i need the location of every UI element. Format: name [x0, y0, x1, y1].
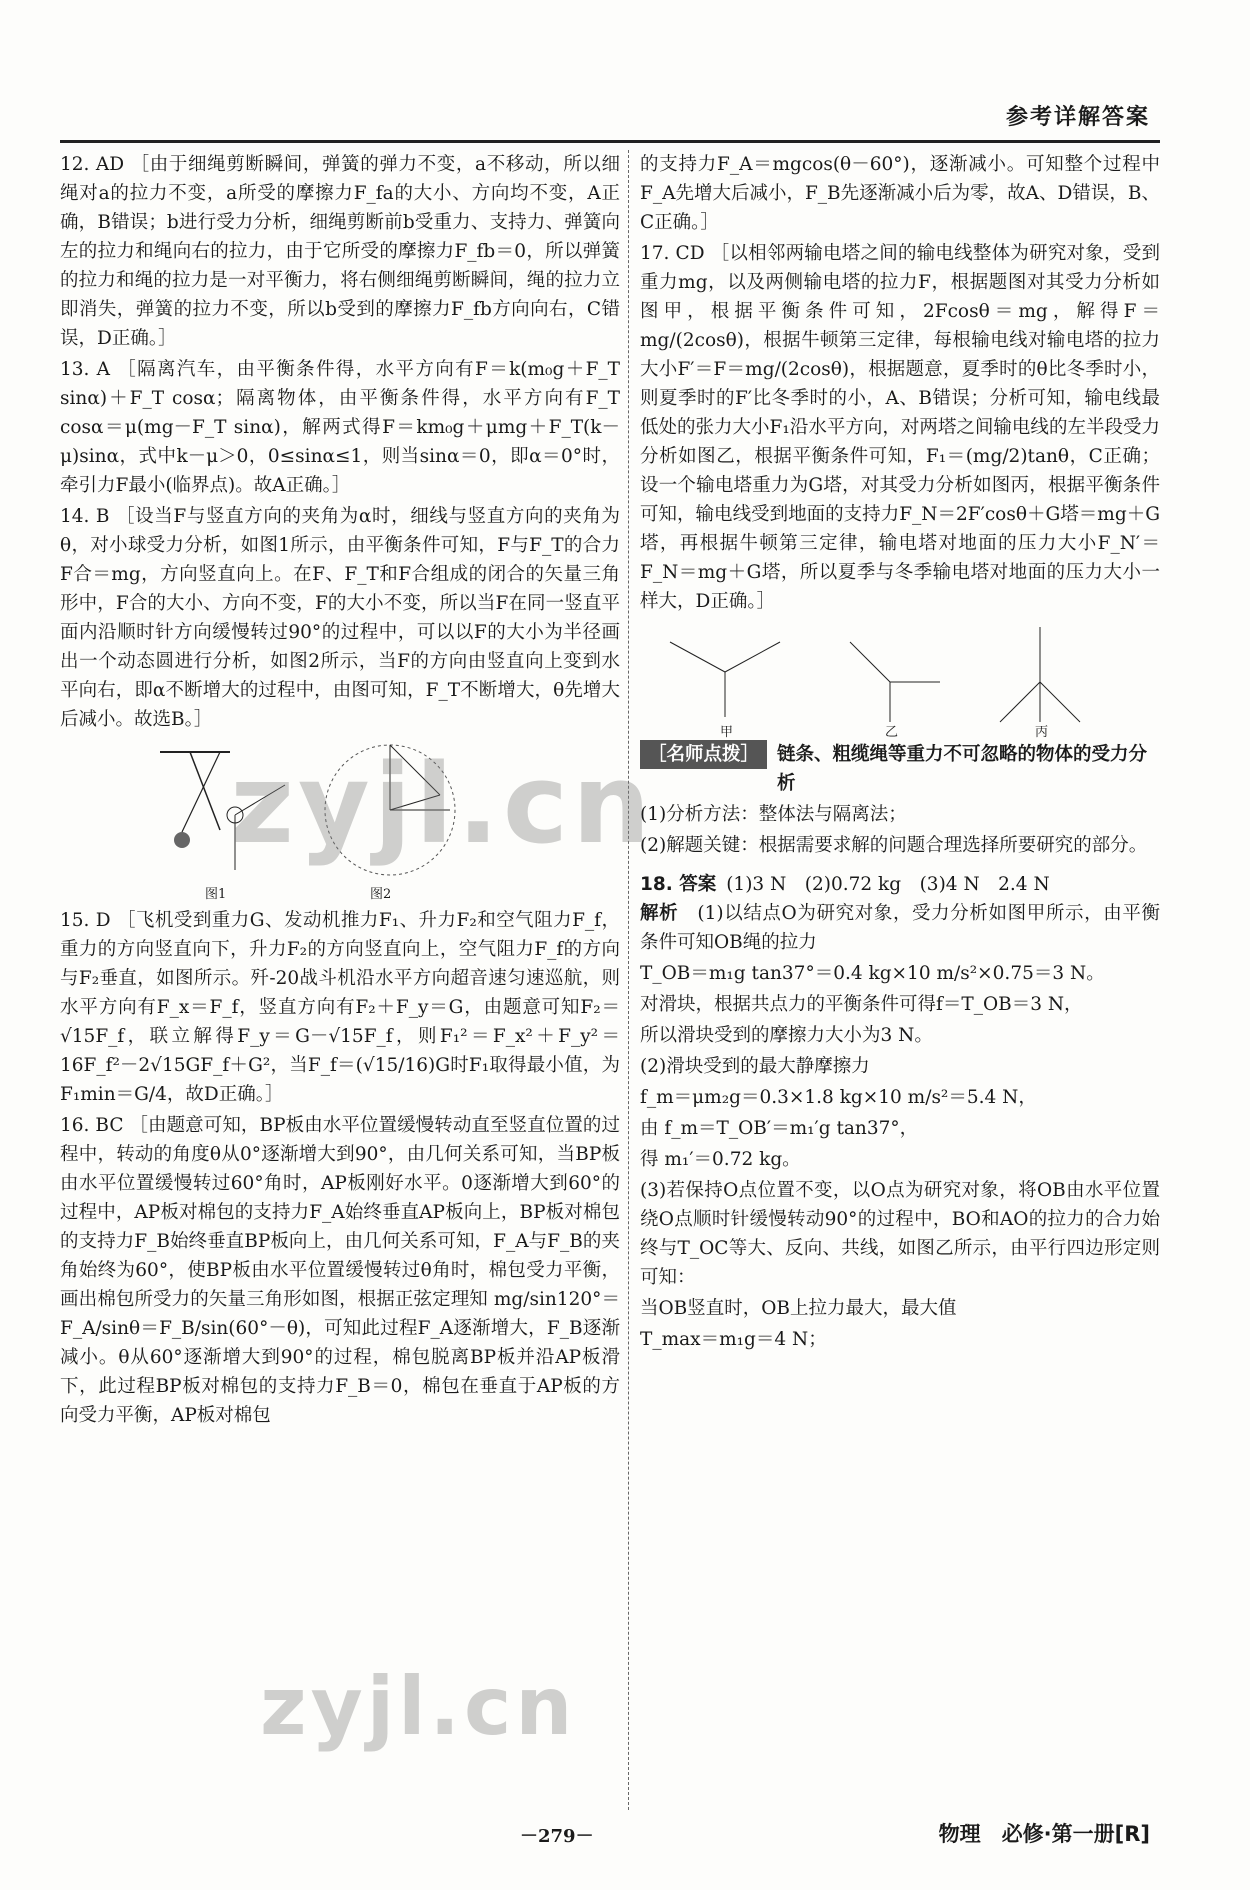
header-rule — [60, 140, 1160, 143]
answer-13: 13. A ［隔离汽车，由平衡条件得，水平方向有F＝k(m₀g＋F_T sinα)＋F_T cosα；隔离物体，由平衡条件得，水平方向有F_T cosα＝μ(mg－F_T sinα)，解两式得F＝km₀g＋μmg＋F_T(k－μ)sinα，式中k－μ＞0，0≤sinα≤1，则当sinα＝0，即α＝0°时，牵引力F最小(临界点)。故A正确。］ — [60, 359, 620, 496]
watermark-1: zyjl.cn — [230, 740, 655, 868]
answer-18-analysis-4: 所以滑块受到的摩擦力大小为3 N。 — [640, 1025, 933, 1046]
figure-2-caption: 图2 — [370, 887, 392, 902]
force-diagram-q14 — [60, 740, 620, 900]
answer-18-analysis-1 — [640, 899, 1160, 957]
teacher-tip-title: 链条、粗缆绳等重力不可忽略的物体的受力分析 — [777, 744, 1148, 794]
force-diagrams-q17 — [640, 622, 1160, 732]
page-number: －279－ — [520, 1826, 594, 1847]
figure-1-caption: 图1 — [205, 887, 227, 902]
analysis-text-1: (1)以结点O为研究对象，受力分析如图甲所示，由平衡条件可知OB绳的拉力 — [640, 903, 1160, 953]
answer-15: 15. D ［飞机受到重力G、发动机推力F₁、升力F₂和空气阻力F_f，重力的方向竖直向下，升力F₂的方向竖直向上，空气阻力F_f的方向与F₂垂直，如图所示。歼-20战斗机沿水平方向超音速匀速巡航，则水平方向有F_x＝F_f，竖直方向有F₂＋F_y＝G，由题意可知F₂＝√15F_f，联立解得F_y＝G－√15F_f，则F₁²＝F_x²＋F_y²＝16F_f²－2√15GF_f＋G²，当F_f＝(√15/16)G时F₁取得最小值，为F₁min＝G/4，故D正确。］ — [60, 910, 620, 1105]
answer-18-analysis-6: f_m＝μm₂g＝0.3×1.8 kg×10 m/s²＝5.4 N， — [640, 1087, 1037, 1108]
analysis-label: 解析 — [640, 903, 679, 924]
teacher-tip-box — [640, 740, 1160, 860]
book-title: 物理 必修·第一册[R] — [938, 1822, 1150, 1846]
right-column — [640, 150, 1160, 1356]
figure-bing-caption: 丙 — [1035, 725, 1049, 740]
figure-yi-caption: 乙 — [885, 725, 899, 740]
watermark-2: zyjl.cn — [260, 1660, 577, 1753]
answer-12: 12. AD ［由于细绳剪断瞬间，弹簧的弹力不变，a不移动，所以细绳对a的拉力不变，a所受的摩擦力F_fa的大小、方向均不变，A正确，B错误；b进行受力分析，细绳剪断前b受重力、支持力、弹簧向左的拉力和绳向右的拉力，由于它所受的摩擦力F_fb＝0，所以弹簧的拉力和绳的拉力是一对平衡力，将右侧细绳剪断瞬间，绳的拉力立即消失，弹簧的拉力不变，所以b受到的摩擦力F_fb方向向右，C错误，D正确。］ — [60, 154, 620, 349]
teacher-tip-line-1: (1)分析方法：整体法与隔离法； — [640, 804, 907, 825]
answer-18-analysis-3: 对滑块，根据共点力的平衡条件可得f＝T_OB＝3 N， — [640, 994, 1083, 1015]
left-column — [60, 150, 620, 1432]
column-divider — [628, 150, 629, 1810]
teacher-tip-badge: ［名师点拨］ — [640, 740, 767, 769]
answer-18-values: (1)3 N (2)0.72 kg (3)4 N 2.4 N — [726, 874, 1050, 895]
answer-18-analysis-2: T_OB＝m₁g tan37°＝0.4 kg×10 m/s²×0.75＝3 N。 — [640, 963, 1105, 984]
answer-18-analysis-9: (3)若保持O点位置不变，以O点为研究对象，将OB由水平位置绕O点顺时针缓慢转动90°的过程中，BO和AO的拉力的合力始终与T_OC等大、反向、共线，如图乙所示，由平行四边形定则可知： — [640, 1180, 1160, 1288]
answer-18-analysis-11: T_max＝m₁g＝4 N； — [640, 1329, 827, 1350]
figure-q17 — [640, 622, 1160, 740]
page-header-title: 参考详解答案 — [1005, 105, 1150, 130]
teacher-tip-line-2: (2)解题关键：根据需要求解的问题合理选择所要研究的部分。 — [640, 835, 1148, 856]
answer-18-analysis-8: 得 m₁′＝0.72 kg。 — [640, 1149, 801, 1170]
figure-q14 — [60, 740, 620, 900]
answer-18-analysis-10: 当OB竖直时，OB上拉力最大，最大值 — [640, 1298, 957, 1319]
answer-18-header — [640, 870, 1160, 899]
answer-18-label: 18. 答案 — [640, 874, 717, 895]
answer-18-analysis-7: 由 f_m＝T_OB′＝m₁′g tan37°， — [640, 1118, 919, 1139]
answer-16: 16. BC ［由题意可知，BP板由水平位置缓慢转动直至竖直位置的过程中，转动的角度θ从0°逐渐增大到90°，由几何关系可知，当BP板由水平位置缓慢转过60°角时，AP板刚好水平。0逐渐增大到60°的过程中，AP板对棉包的支持力F_A始终垂直AP板向上，BP板对棉包的支持力F_B始终垂直BP板向上，由几何关系可知，F_A与F_B的夹角始终为60°，使BP板由水平位置缓慢转过θ角时，棉包受力平衡，画出棉包所受力的矢量三角形如图，根据正弦定理知 mg/sin120°＝F_A/sinθ＝F_B/sin(60°－θ)，可知此过程F_A逐渐增大，F_B逐渐减小。θ从60°逐渐增大到90°的过程，棉包脱离BP板并沿AP板滑下，此过程BP板对棉包的支持力F_B＝0，棉包在垂直于AP板的方向受力平衡，AP板对棉包 — [60, 1115, 620, 1426]
answer-16-continued: 的支持力F_A＝mgcos(θ－60°)，逐渐减小。可知整个过程中F_A先增大后减小，F_B先逐渐减小后为零，故A、D错误，B、C正确。］ — [640, 154, 1160, 233]
answer-18-analysis-5: (2)滑块受到的最大静摩擦力 — [640, 1056, 870, 1077]
teacher-tip-head — [640, 740, 1160, 798]
answer-14: 14. B ［设当F与竖直方向的夹角为α时，细线与竖直方向的夹角为θ，对小球受力分析，如图1所示，由平衡条件可知，F与F_T的合力F合＝mg，方向竖直向上。在F、F_T和F合组成的闭合的矢量三角形中，F合的大小、方向不变，F的大小不变，所以当F在同一竖直平面内沿顺时针方向缓慢转过90°的过程中，可以以F的大小为半径画出一个动态圆进行分析，如图2所示，当F的方向由竖直向上变到水平向右，即α不断增大的过程中，由图可知，F_T不断增大，θ先增大后减小。故选B。］ — [60, 506, 620, 730]
figure-jia-caption: 甲 — [720, 725, 734, 740]
answer-17: 17. CD ［以相邻两输电塔之间的输电线整体为研究对象，受到重力mg，以及两侧输电塔的拉力F，根据题图对其受力分析如图甲，根据平衡条件可知，2Fcosθ＝mg，解得F＝mg/(2cosθ)，根据牛顿第三定律，每根输电线对输电塔的拉力大小F′＝F＝mg/(2cosθ)，根据题意，夏季时的θ比冬季时小，则夏季时的F′比冬季时的小，A、B错误；分析可知，输电线最低处的张力大小F₁沿水平方向，对两塔之间输电线的左半段受力分析如图乙，根据平衡条件可知，F₁＝(mg/2)tanθ，C正确；设一个输电塔重力为G塔，对其受力分析如图丙，根据平衡条件可知，输电线受到地面的支持力F_N＝2F′cosθ＋G塔＝mg＋G塔，再根据牛顿第三定律，输电塔对地面的压力大小F_N′＝F_N＝mg＋G塔，所以夏季与冬季输电塔对地面的压力大小一样大，D正确。］ — [640, 243, 1160, 612]
